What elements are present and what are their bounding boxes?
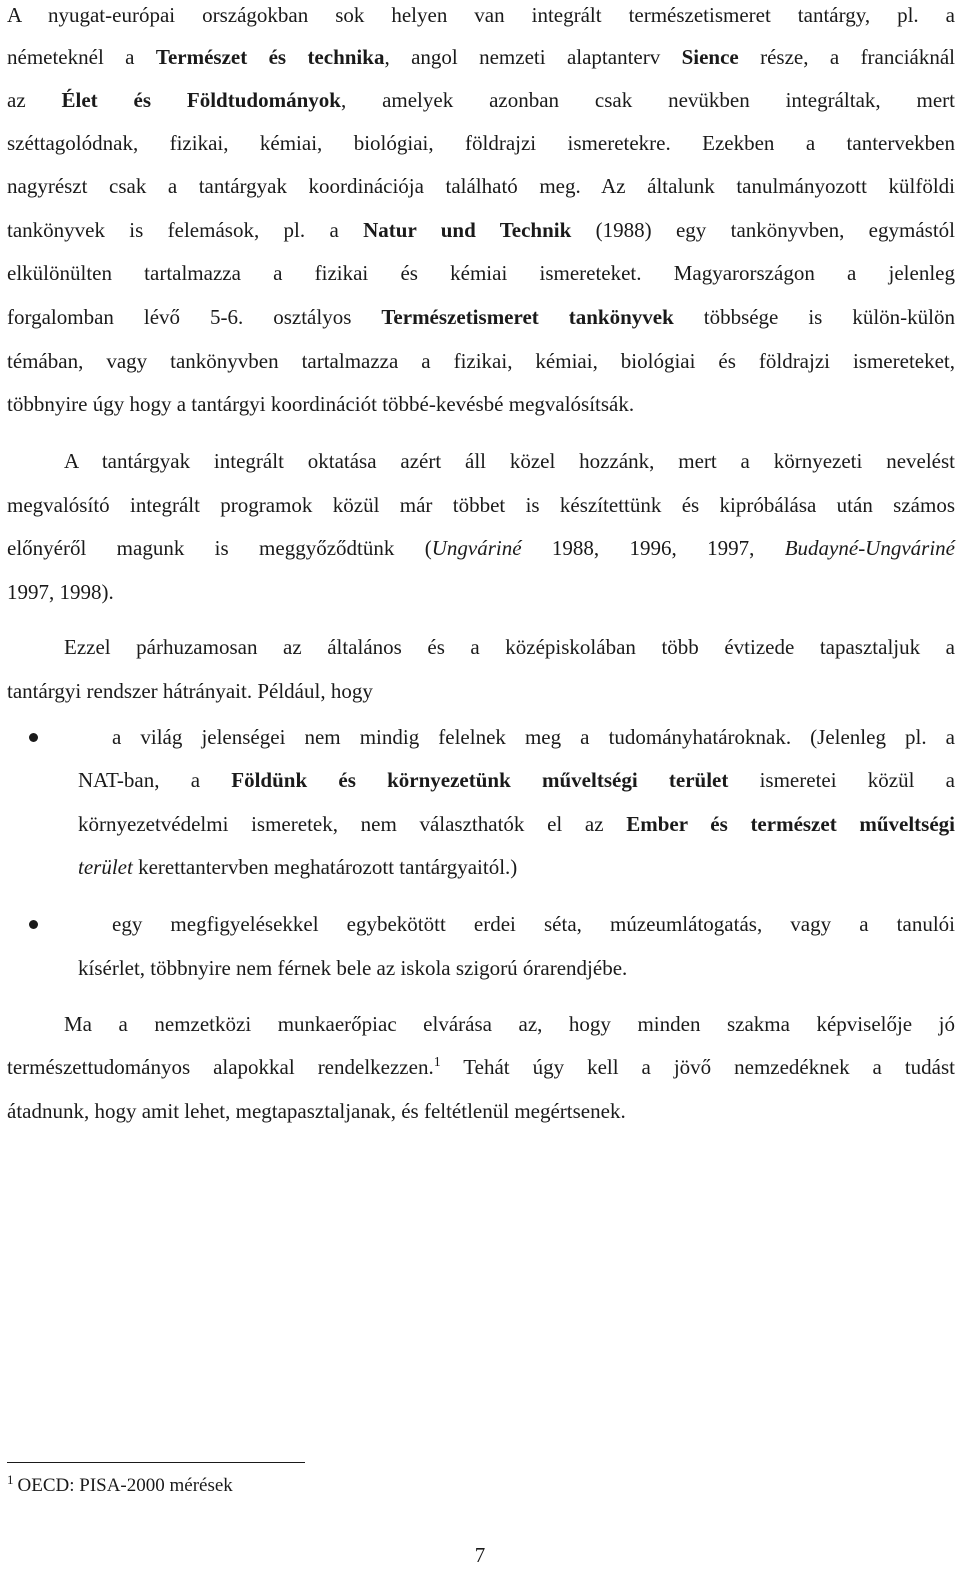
bullet-2-line-2: kísérlet, többnyire nem férnek bele az iskola szigorú órarendjébe. (78, 956, 628, 980)
paragraph-4-line-2: természettudományos alapokkal rendelkezzen.$^1$ Tehát úgy kell a jövő nemzedéknek a tudást (7, 1055, 956, 1079)
bullet-1-line-3: környezetvédelmi ismeretek, nem választhatók el az Ember és természet műveltségi (78, 812, 956, 836)
bullet-icon (29, 920, 38, 929)
bullet-2-line-1: egy megfigyelésekkel egybekötött erdei séta, múzeumlátogatás, vagy a tanulói (112, 912, 955, 936)
paragraph-3-line-2: tantárgyi rendszer hátrányait. Például, hogy (7, 679, 373, 703)
paragraph-2-line-3: előnyéről magunk is meggyőződtünk (Ungváriné 1988, 1996, 1997, Budayné-Ungváriné (7, 536, 955, 560)
paragraph-2-line-4: 1997, 1998). (7, 580, 114, 604)
paragraph-1-line-4: széttagolódnak, fizikai, kémiai, biológiai, földrajzi ismeretekre. Ezekben a tantervekben (7, 131, 955, 155)
paragraph-2-line-2: megvalósító integrált programok közül már többet is készítettünk és kipróbálása után számos (7, 493, 955, 517)
paragraph-1-line-3: az Élet és Földtudományok, amelyek azonban csak nevükben integráltak, mert (7, 88, 955, 112)
paragraph-1-line-9: témában, vagy tankönyvben tartalmazza a fizikai, kémiai, biológiai és földrajzi ismereteket, (7, 349, 955, 373)
paragraph-1-line-1: A nyugat-európai országokban sok helyen van integrált természetismeret tantárgy, pl. a (7, 3, 955, 27)
paragraph-2-line-1: A tantárgyak integrált oktatása azért áll közel hozzánk, mert a környezeti nevelést (64, 449, 955, 473)
bullet-icon (29, 733, 38, 742)
footnote-reference[interactable]: 1 (433, 1055, 441, 1070)
footnote-text: OECD: PISA-2000 mérések (17, 1475, 233, 1496)
paragraph-1-line-5: nagyrészt csak a tantárgyak koordinációja található meg. Az általunk tanulmányozott külföldi (7, 174, 955, 198)
paragraph-1-line-2: németeknél a Természet és technika, angol nemzeti alaptanterv Sience része, a franciáknál (7, 45, 956, 69)
bullet-1-line-4: terület kerettantervben meghatározott tantárgyaitól.) (78, 855, 518, 879)
paragraph-1-line-7: elkülönülten tartalmazza a fizikai és kémiai ismereteket. Magyarországon a jelenleg (7, 261, 955, 285)
paragraph-1-line-10: többnyire úgy hogy a tantárgyi koordinációt többé-kevésbé megvalósítsák. (7, 392, 635, 416)
page-number: 7 (474, 1543, 486, 1567)
footnote-divider (7, 1462, 305, 1463)
paragraph-4-line-1: Ma a nemzetközi munkaerőpiac elvárása az, hogy minden szakma képviselője jó (64, 1012, 955, 1036)
paragraph-1-line-6: tankönyvek is felemások, pl. a Natur und Technik (1988) egy tankönyvben, egymástól (7, 218, 955, 242)
paragraph-1-line-8: forgalomban lévő 5-6. osztályos Természetismeret tankönyvek többsége is külön-külön (7, 305, 955, 329)
bullet-1-line-2: NAT-ban, a Földünk és környezetünk műveltségi terület ismeretei közül a (78, 768, 955, 792)
footnote (7, 1473, 607, 1499)
bullet-1-line-1: a világ jelenségei nem mindig felelnek meg a tudományhatároknak. (Jelenleg pl. a (112, 725, 955, 749)
paragraph-4-line-3: átadnunk, hogy amit lehet, megtapasztaljanak, és feltétlenül megértsenek. (7, 1099, 626, 1123)
footnote-marker: 1 (7, 1472, 14, 1487)
paragraph-3-line-1: Ezzel párhuzamosan az általános és a középiskolában több évtizede tapasztaljuk a (64, 635, 955, 659)
